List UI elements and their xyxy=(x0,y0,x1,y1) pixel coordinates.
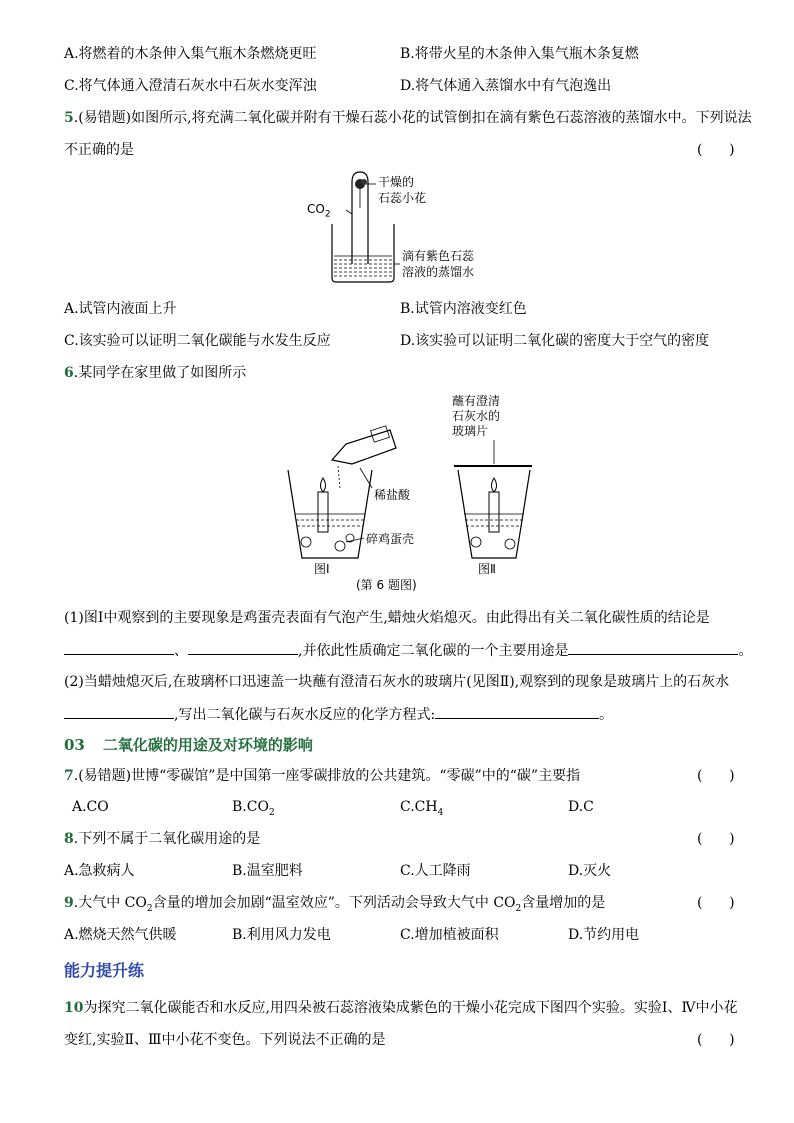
q8-option-a: A.急救病人 xyxy=(64,863,135,879)
q9-option-a: A.燃烧天然气供暖 xyxy=(64,927,177,943)
ability-section-heading: 能力提升练 xyxy=(64,961,145,980)
q7-stem-text: .(易错题)世博“零碳馆”是中国第一座零碳排放的公共建筑。“零碳”中的“碳”主要指 xyxy=(73,768,581,784)
q7-option-b: $B.CO_2$ xyxy=(232,799,275,818)
q6-blank-4[interactable] xyxy=(64,704,174,719)
q6-sub2-blanks: ,写出二氧化碳与石灰水反应的化学方程式: 。 xyxy=(64,704,613,725)
q9-number: 9 xyxy=(64,895,74,911)
q4-option-c: C.将气体通入澄清石灰水中石灰水变浑浊 xyxy=(64,78,317,94)
q10-stem-line2: 变红,实验Ⅱ、Ⅲ中小花不变色。下列说法不正确的是 xyxy=(64,1032,386,1048)
section-03-title: 二氧化碳的用途及对环境的影响 xyxy=(102,736,313,754)
q8-option-c: C.人工降雨 xyxy=(400,863,471,879)
q6-sub2: (2)当蜡烛熄灭后,在玻璃杯口迅速盖一块蘸有澄清石灰水的玻璃片(见图Ⅱ),观察到的现象是玻璃片上的石灰水 xyxy=(64,674,730,690)
q6-figure xyxy=(280,392,540,592)
q5-option-c: C.该实验可以证明二氧化碳能与水发生反应 xyxy=(64,333,331,349)
q6-blank-1[interactable] xyxy=(64,640,174,655)
q7-answer-paren: ( ) xyxy=(697,768,735,784)
q6-stem-text: .某同学在家里做了如图所示 xyxy=(73,365,247,381)
q7-number: 7 xyxy=(64,768,74,784)
q7-option-c: $C.CH_4$ xyxy=(400,799,444,818)
q6-fig-caption: (第 6 题图) xyxy=(356,578,417,592)
q4-option-a: A.将燃着的木条伸入集气瓶木条燃烧更旺 xyxy=(64,46,317,62)
q8-option-d: D.灭火 xyxy=(568,863,612,879)
q5-figure xyxy=(307,168,490,286)
q7-option-d: D.C xyxy=(568,799,594,815)
q6-fig-acid-label: 稀盐酸 xyxy=(374,488,411,502)
q6-fig1-label: 图Ⅰ xyxy=(314,562,330,576)
q4-option-b: B.将带火星的木条伸入集气瓶木条复燃 xyxy=(400,46,639,62)
q5-stem-line1 xyxy=(64,108,752,128)
q7-option-a: A.CO xyxy=(72,799,109,815)
q5-fig-co2-label: $CO_2$ xyxy=(307,202,331,220)
q5-option-b: B.试管内溶液变红色 xyxy=(400,301,527,317)
q5-option-a: A.试管内液面上升 xyxy=(64,301,177,317)
q10-number: 10 xyxy=(64,1000,84,1016)
q5-stem-line2: 不正确的是 xyxy=(64,142,134,158)
q9-option-c: C.增加植被面积 xyxy=(400,927,499,943)
q6-number: 6 xyxy=(64,365,74,381)
q9-stem: 9.大气中 $CO_2$含量的增加会加剧“温室效应”。下列活动会导致大气中 $CO_2$含量增加的是 xyxy=(64,895,606,914)
q7-stem xyxy=(64,766,580,786)
section-03-number: 03 xyxy=(64,736,85,754)
q10-stem-line1 xyxy=(64,998,737,1018)
q5-option-d: D.该实验可以证明二氧化碳的密度大于空气的密度 xyxy=(400,333,710,349)
q10-answer-paren: ( ) xyxy=(697,1032,735,1048)
q9-option-b: B.利用风力发电 xyxy=(232,927,331,943)
q8-answer-paren: ( ) xyxy=(697,831,735,847)
q4-option-d: D.将气体通入蒸馏水中有气泡逸出 xyxy=(400,78,612,94)
q5-number: 5 xyxy=(64,110,74,126)
q9-answer-paren: ( ) xyxy=(697,895,735,911)
q6-sub1-blanks: 、 ,并依此性质确定二氧化碳的一个主要用途是 。 xyxy=(64,640,752,661)
q5-answer-paren: ( ) xyxy=(697,142,735,158)
q9-option-d: D.节约用电 xyxy=(568,927,640,943)
q6-blank-2[interactable] xyxy=(188,640,298,655)
q5-fig-flower-label: 干燥的 石蕊小花 xyxy=(378,175,427,205)
q6-stem xyxy=(64,363,246,383)
q10-stem-text: 为探究二氧化碳能否和水反应,用四朵被石蕊溶液染成紫色的干燥小花完成下图四个实验。实验Ⅰ、Ⅳ中小花 xyxy=(83,1000,738,1016)
q6-fig-shell-label: 碎鸡蛋壳 xyxy=(366,532,415,546)
q6-fig-glass-label: 蘸有澄清 石灰水的 玻璃片 xyxy=(452,394,501,438)
q8-stem xyxy=(64,829,260,849)
q6-blank-3[interactable] xyxy=(568,640,738,655)
q8-number: 8 xyxy=(64,831,74,847)
q6-fig2-label: 图Ⅱ xyxy=(478,562,496,576)
q6-sub1: (1)图Ⅰ中观察到的主要现象是鸡蛋壳表面有气泡产生,蜡烛火焰熄灭。由此得出有关二氧化碳性质的结论是 xyxy=(64,610,710,626)
q8-option-b: B.温室肥料 xyxy=(232,863,303,879)
q8-stem-text: .下列不属于二氧化碳用途的是 xyxy=(73,831,261,847)
q6-blank-5[interactable] xyxy=(435,704,599,719)
q5-fig-water-label: 滴有紫色石蕊 溶液的蒸馏水 xyxy=(402,249,475,279)
q5-stem-text: .(易错题)如图所示,将充满二氧化碳并附有干燥石蕊小花的试管倒扣在滴有紫色石蕊溶液的蒸馏水中。下列说法 xyxy=(73,110,752,126)
section-03-heading xyxy=(64,734,313,756)
